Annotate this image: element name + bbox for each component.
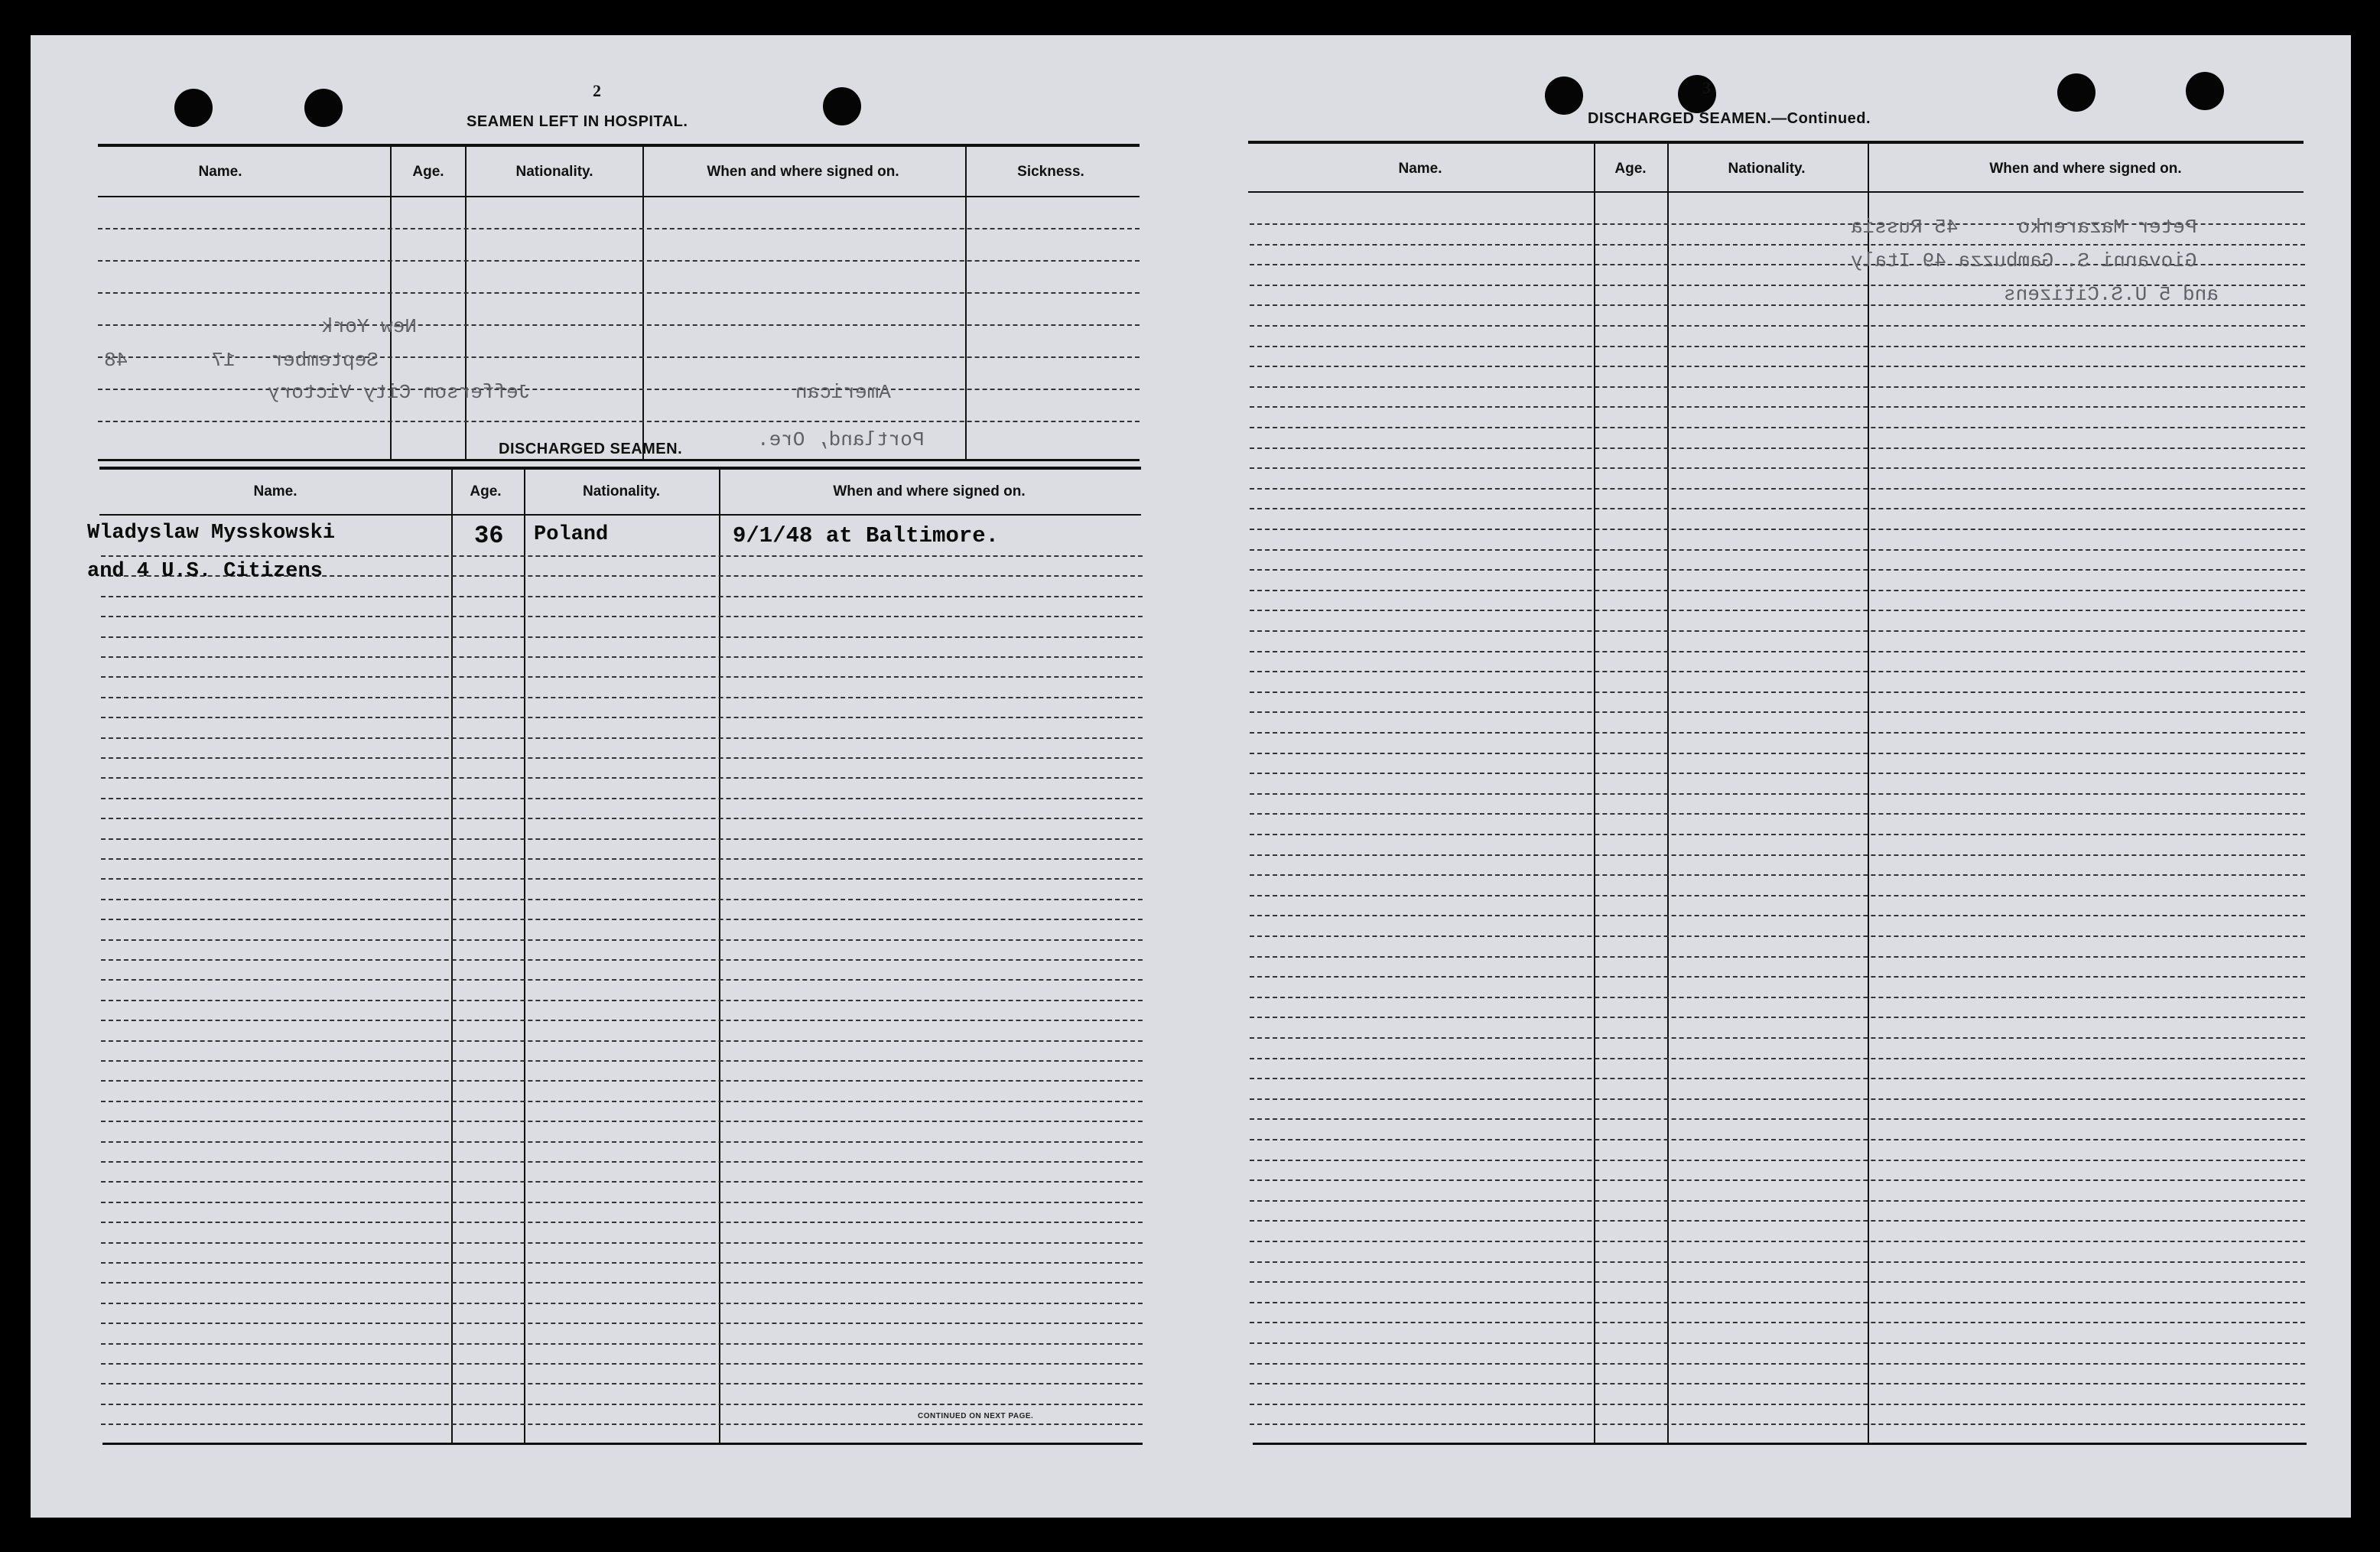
ruled-line <box>1250 1098 2305 1100</box>
document-sheet <box>31 35 2351 1518</box>
hospital-header-sickness: Sickness. <box>1017 164 1084 180</box>
ruled-line <box>1250 711 2305 713</box>
ruled-line <box>1250 671 2305 672</box>
ruled-line <box>101 1202 1143 1203</box>
ruled-line <box>1250 549 2305 551</box>
ruled-line <box>1250 1139 2305 1140</box>
seaman-name: and 4 U.S. Citizens <box>87 560 323 583</box>
right-header-rule <box>1248 191 2304 193</box>
ruled-line <box>101 1323 1143 1324</box>
ruled-line <box>1250 874 2305 876</box>
ruled-line <box>101 798 1143 799</box>
punch-hole <box>2057 73 2096 112</box>
punch-hole <box>2186 72 2224 110</box>
ruled-line <box>98 228 1140 229</box>
ruled-line <box>1250 997 2305 998</box>
ruled-line <box>101 616 1143 617</box>
bleed-text: Giovanni S. Gambuzza 49 Italy <box>1851 249 2197 272</box>
ruled-line <box>101 1040 1143 1042</box>
discharged-header-signed-on: When and where signed on. <box>833 483 1026 499</box>
right-header-signed-on: When and where signed on. <box>1989 161 2182 177</box>
discharged-continued-title: DISCHARGED SEAMEN.—Continued. <box>1588 110 1871 127</box>
ruled-line <box>101 1020 1143 1021</box>
ruled-line <box>1250 956 2305 958</box>
right-table-top-rule <box>1248 141 2304 144</box>
ruled-line <box>1250 1078 2305 1079</box>
right-header-name: Name. <box>1398 161 1442 177</box>
bleed-text: September 17 48 <box>104 349 379 372</box>
ruled-line <box>101 1423 1143 1425</box>
ruled-line <box>101 656 1143 658</box>
punch-hole <box>174 89 213 127</box>
discharged-header-age: Age. <box>470 483 502 499</box>
ruled-line <box>1250 610 2305 611</box>
hospital-table-bottom-rule <box>98 459 1140 461</box>
ruled-line <box>1250 1118 2305 1120</box>
hospital-header-name: Name. <box>198 164 242 180</box>
bleed-text: Peter Mazarenko 45 Russia <box>1851 216 2197 239</box>
ruled-line <box>98 260 1140 262</box>
ruled-line <box>1250 1322 2305 1323</box>
bleed-text: and 5 U.S.Citizens <box>2004 283 2219 306</box>
ruled-line <box>1250 366 2305 367</box>
ruled-line <box>1250 732 2305 734</box>
ruled-line <box>101 1343 1143 1345</box>
ruled-line <box>1250 529 2305 530</box>
discharged-table-bottom-rule <box>102 1443 1143 1445</box>
ruled-line <box>1250 1037 2305 1039</box>
ruled-line <box>101 596 1143 597</box>
right-header-age: Age. <box>1614 161 1647 177</box>
ruled-line <box>1250 1017 2305 1018</box>
hospital-header-age: Age. <box>412 164 444 180</box>
ruled-line <box>101 959 1143 961</box>
ruled-line <box>101 717 1143 718</box>
ruled-line <box>1250 1404 2305 1405</box>
ruled-line <box>1250 773 2305 774</box>
hospital-col-divider <box>465 147 467 459</box>
ruled-line <box>1250 569 2305 571</box>
ruled-line <box>1250 976 2305 978</box>
ruled-line <box>101 777 1143 779</box>
ruled-line <box>1250 895 2305 896</box>
ruled-line <box>1250 1281 2305 1283</box>
right-table-bottom-rule <box>1253 1443 2307 1445</box>
ruled-line <box>98 324 1140 326</box>
ruled-line <box>101 858 1143 860</box>
right-header-nationality: Nationality. <box>1728 161 1806 177</box>
ruled-line <box>101 1060 1143 1062</box>
hospital-header-nationality: Nationality. <box>515 164 593 180</box>
ruled-line <box>1250 753 2305 754</box>
ruled-line <box>101 1404 1143 1405</box>
ruled-line <box>1250 447 2305 449</box>
ruled-line <box>1250 508 2305 509</box>
hospital-header-rule <box>98 196 1140 197</box>
hospital-table-top-rule <box>98 144 1140 147</box>
bleed-text: American <box>795 381 891 404</box>
seaman-name: Wladyslaw Mysskowski <box>87 522 336 545</box>
punch-hole <box>304 89 343 127</box>
ruled-line <box>101 1080 1143 1082</box>
ruled-line <box>1250 386 2305 388</box>
bleed-text: New York <box>321 315 417 338</box>
ruled-line <box>98 421 1140 422</box>
punch-hole <box>823 87 861 125</box>
hospital-section-title: SEAMEN LEFT IN HOSPITAL. <box>467 113 688 130</box>
hospital-col-divider <box>965 147 967 459</box>
ruled-line <box>98 389 1140 390</box>
ruled-line <box>101 899 1143 900</box>
ruled-line <box>101 1000 1143 1001</box>
ruled-line <box>101 1161 1143 1163</box>
ruled-line <box>1250 427 2305 428</box>
page-number: 3 <box>1702 78 1711 97</box>
ruled-line <box>101 697 1143 698</box>
ruled-line <box>1250 467 2305 469</box>
ruled-line <box>1250 346 2305 347</box>
ruled-line <box>101 737 1143 739</box>
discharged-section-title: DISCHARGED SEAMEN. <box>499 441 683 457</box>
ruled-line <box>1250 813 2305 815</box>
ruled-line <box>1250 630 2305 632</box>
ruled-line <box>101 919 1143 920</box>
ruled-line <box>1250 488 2305 490</box>
ruled-line <box>1250 651 2305 652</box>
ruled-line <box>101 1282 1143 1284</box>
ruled-line <box>1250 1179 2305 1181</box>
continued-note: CONTINUED ON NEXT PAGE. <box>918 1412 1034 1420</box>
ruled-line <box>101 676 1143 678</box>
ruled-line <box>101 838 1143 840</box>
seaman-signed-on: 9/1/48 at Baltimore. <box>733 523 1000 548</box>
seaman-nationality: Poland <box>534 523 609 546</box>
ruled-line <box>101 636 1143 638</box>
ruled-line <box>1250 1160 2305 1161</box>
ruled-line <box>101 939 1143 941</box>
ruled-line <box>101 1101 1143 1102</box>
ruled-line <box>101 1222 1143 1223</box>
ruled-line <box>1250 1220 2305 1222</box>
ruled-line <box>1250 1241 2305 1242</box>
ruled-line <box>98 292 1140 294</box>
bleed-text: Jefferson City Victory <box>268 381 531 404</box>
ruled-line <box>1250 1200 2305 1202</box>
discharged-header-rule <box>99 514 1141 516</box>
ruled-line <box>101 1141 1143 1143</box>
page-number: 2 <box>593 81 601 100</box>
ruled-line <box>1250 590 2305 591</box>
ruled-line <box>1250 691 2305 693</box>
ruled-line <box>1250 915 2305 916</box>
ruled-line <box>1250 1261 2305 1263</box>
hospital-header-signed-on: When and where signed on. <box>707 164 899 180</box>
ruled-line <box>1250 406 2305 408</box>
ruled-line <box>1250 1302 2305 1303</box>
ruled-line <box>1250 935 2305 937</box>
seaman-age: 36 <box>474 522 504 550</box>
ruled-line <box>1250 793 2305 795</box>
ruled-line <box>1250 834 2305 835</box>
ruled-line <box>101 1121 1143 1122</box>
ruled-line <box>101 979 1143 981</box>
ruled-line <box>1250 325 2305 327</box>
ruled-line <box>1250 244 2305 246</box>
punch-hole <box>1545 76 1583 115</box>
ruled-line <box>101 555 1143 557</box>
ruled-line <box>101 1363 1143 1365</box>
ruled-line <box>101 818 1143 819</box>
ruled-line <box>101 1383 1143 1384</box>
ruled-line <box>101 1181 1143 1183</box>
ruled-line <box>101 1303 1143 1304</box>
bleed-text: Portland, Ore. <box>757 428 925 451</box>
ruled-line <box>101 757 1143 759</box>
ruled-line <box>101 1242 1143 1244</box>
ruled-line <box>101 1262 1143 1264</box>
discharged-header-name: Name. <box>253 483 298 499</box>
ruled-line <box>1250 854 2305 856</box>
ruled-line <box>1250 1342 2305 1344</box>
discharged-table-top-rule <box>99 467 1141 470</box>
ruled-line <box>1250 1363 2305 1365</box>
ruled-line <box>1250 1383 2305 1384</box>
discharged-header-nationality: Nationality. <box>583 483 660 499</box>
hospital-col-divider <box>642 147 644 459</box>
hospital-col-divider <box>390 147 392 459</box>
ruled-line <box>1250 1058 2305 1059</box>
ruled-line <box>1250 1423 2305 1425</box>
ruled-line <box>101 878 1143 880</box>
